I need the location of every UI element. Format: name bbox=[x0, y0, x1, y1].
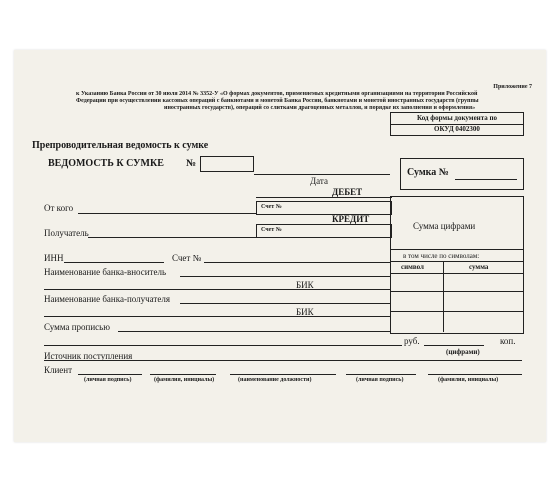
form-title: Препроводительная ведомость к сумке bbox=[32, 140, 209, 151]
appendix-label: Приложение 7 bbox=[493, 84, 532, 90]
kop-label: коп. bbox=[500, 336, 516, 346]
inn-label: ИНН bbox=[44, 253, 64, 263]
from-label: От кого bbox=[44, 203, 74, 213]
signature-2-caption: (личная подпись) bbox=[356, 377, 404, 383]
date-label: Дата bbox=[310, 176, 328, 186]
form-code-value: ОКУД 0402300 bbox=[434, 125, 480, 133]
client-label: Клиент bbox=[44, 365, 73, 375]
credit-header: КРЕДИТ bbox=[332, 214, 370, 224]
amount-words-label: Сумма прописью bbox=[44, 322, 111, 332]
recipient-label: Получатель bbox=[44, 228, 89, 238]
sender-bank-label: Наименование банка-вноситель bbox=[44, 267, 167, 277]
col-symbol-header: символ bbox=[401, 263, 424, 271]
credit-account-label: Счет № bbox=[261, 227, 282, 233]
form-code-box bbox=[390, 112, 524, 136]
form-code-label: Код формы документа по bbox=[416, 114, 498, 122]
statement-label: ВЕДОМОСТЬ К СУМКЕ bbox=[48, 158, 164, 169]
form-sheet bbox=[14, 50, 546, 442]
by-symbols-label: в том числе по символам: bbox=[403, 252, 480, 260]
statement-number-sign: № bbox=[186, 158, 197, 169]
recipient-bank-label: Наименование банка-получателя bbox=[44, 294, 170, 304]
regulation-line-3: иностранных государств), операций со слитками драгоценных металлов, и порядке их заполнения и оформления» bbox=[164, 105, 476, 111]
regulation-line-2: Федерации при осуществлении кассовых операций с банкнотами и монетой Банка России, банкнотами и монетой иностранных государств (группы bbox=[76, 98, 479, 104]
amount-box bbox=[390, 196, 524, 334]
amount-digits-label: Сумма цифрами bbox=[413, 221, 476, 231]
source-label: Источник поступления bbox=[44, 351, 133, 361]
statement-number-field[interactable] bbox=[200, 156, 254, 172]
account-label: Счет № bbox=[172, 253, 202, 263]
bik-2-label: БИК bbox=[296, 307, 314, 317]
position-caption: (наименование должности) bbox=[238, 377, 312, 383]
rub-label: руб. bbox=[404, 336, 420, 346]
debit-account-field[interactable] bbox=[256, 201, 392, 215]
digits-caption: (цифрами) bbox=[446, 348, 480, 356]
signature-1-caption: (личная подпись) bbox=[84, 377, 132, 383]
credit-account-field[interactable] bbox=[256, 224, 392, 238]
debit-header: ДЕБЕТ bbox=[332, 187, 363, 197]
debit-account-label: Счет № bbox=[261, 204, 282, 210]
regulation-line-1: к Указанию Банка России от 30 июля 2014 № 3352-У «О формах документов, применяемых кредитными организациями на территории Российской bbox=[76, 91, 478, 97]
name-1-caption: (фамилия, инициалы) bbox=[154, 377, 215, 383]
bag-label: Сумка № bbox=[407, 167, 449, 178]
col-amount-header: сумма bbox=[469, 263, 489, 271]
bag-box bbox=[400, 158, 524, 190]
bik-1-label: БИК bbox=[296, 280, 314, 290]
name-2-caption: (фамилия, инициалы) bbox=[438, 377, 499, 383]
